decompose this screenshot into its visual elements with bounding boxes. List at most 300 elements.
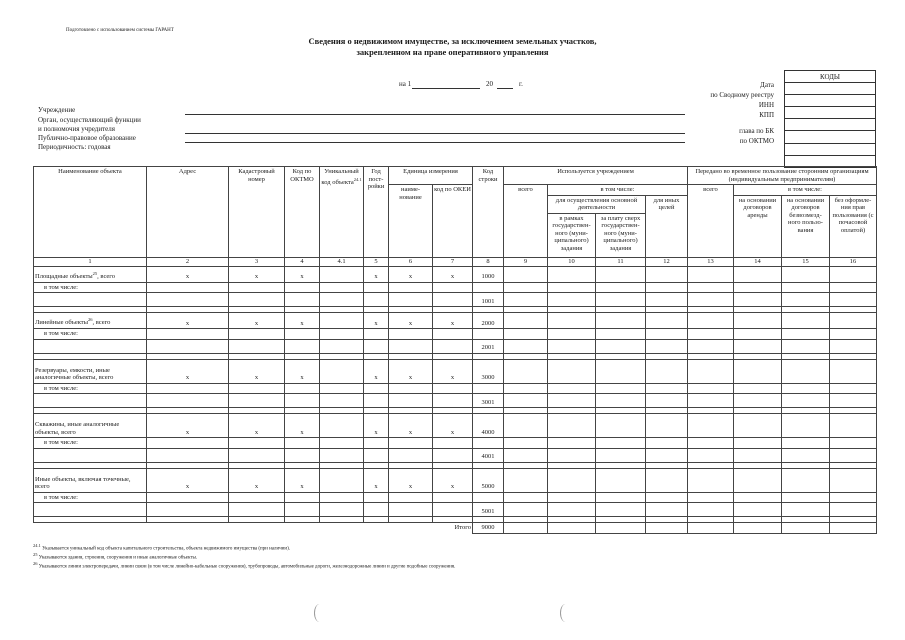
value-cell[interactable]	[830, 359, 877, 383]
value-cell[interactable]	[548, 293, 596, 307]
value-cell[interactable]	[646, 313, 688, 329]
value-cell[interactable]	[830, 448, 877, 462]
column-number: 7	[433, 257, 473, 266]
detail-cell[interactable]	[147, 448, 229, 462]
th-name: Наименование объекта	[34, 167, 147, 258]
detail-cell[interactable]	[285, 503, 320, 517]
detail-cell[interactable]	[147, 492, 229, 503]
detail-cell[interactable]	[364, 492, 389, 503]
value-cell[interactable]	[782, 293, 830, 307]
sub-row-code: 4001	[473, 448, 504, 462]
field-founder-line[interactable]	[185, 125, 685, 134]
value-cell[interactable]	[782, 282, 830, 293]
column-number: 13	[688, 257, 734, 266]
value-cell[interactable]	[548, 503, 596, 517]
detail-cell[interactable]	[389, 383, 433, 394]
detail-cell[interactable]	[285, 448, 320, 462]
total-cell[interactable]	[734, 523, 782, 534]
value-cell[interactable]	[688, 359, 734, 383]
value-cell[interactable]	[688, 383, 734, 394]
value-cell[interactable]	[830, 339, 877, 353]
detail-cell[interactable]	[389, 448, 433, 462]
value-cell[interactable]	[782, 359, 830, 383]
value-cell[interactable]	[646, 438, 688, 449]
value-cell[interactable]	[830, 266, 877, 282]
value-cell[interactable]	[646, 383, 688, 394]
including-label: в том числе:	[34, 492, 147, 503]
footnote-3-text: Указываются линии электропередачи, линии связи (в том числе линейно-кабельные сооружения), трубопроводы, автомобильные дороги, железнодорожные линии и другие подобные сооружения.	[38, 564, 456, 570]
detail-cell[interactable]	[389, 503, 433, 517]
group-name: Скважины, иные аналогичные объекты, всего	[35, 421, 120, 436]
value-cell[interactable]	[782, 468, 830, 492]
x-mark-cell: x	[389, 266, 433, 282]
code-label-registry: по Сводному реестру	[710, 91, 774, 99]
value-cell[interactable]	[596, 293, 646, 307]
x-mark-cell: x	[229, 468, 285, 492]
value-cell[interactable]	[734, 448, 782, 462]
value-cell[interactable]	[646, 339, 688, 353]
code-inn-cell[interactable]	[785, 107, 876, 119]
value-cell[interactable]	[734, 313, 782, 329]
detail-cell[interactable]	[229, 448, 285, 462]
value-cell[interactable]	[504, 339, 548, 353]
value-cell[interactable]	[782, 266, 830, 282]
value-cell[interactable]	[830, 438, 877, 449]
detail-cell[interactable]	[320, 329, 364, 340]
group-name: Площадные объекты	[35, 273, 93, 280]
value-cell[interactable]	[734, 359, 782, 383]
value-cell[interactable]	[596, 313, 646, 329]
value-cell[interactable]	[646, 468, 688, 492]
value-cell[interactable]	[548, 329, 596, 340]
value-cell[interactable]	[688, 313, 734, 329]
value-cell[interactable]	[734, 438, 782, 449]
value-cell[interactable]	[596, 339, 646, 353]
date-suffix: г.	[519, 80, 523, 88]
value-cell[interactable]	[830, 414, 877, 438]
detail-cell[interactable]	[147, 394, 229, 408]
column-number: 9	[504, 257, 548, 266]
detail-cell[interactable]	[147, 293, 229, 307]
th-no-docs: без оформле- ния прав пользования (с почасовой оплатой)	[830, 195, 877, 257]
unique-code-cell[interactable]	[320, 266, 364, 282]
x-mark-cell: x	[389, 359, 433, 383]
value-cell[interactable]	[548, 492, 596, 503]
value-cell[interactable]	[504, 266, 548, 282]
value-cell[interactable]	[688, 329, 734, 340]
detail-cell[interactable]	[433, 282, 473, 293]
column-number: 15	[782, 257, 830, 266]
value-cell[interactable]	[688, 339, 734, 353]
group-name-sup: 26	[88, 317, 93, 323]
value-cell[interactable]	[830, 282, 877, 293]
detail-cell[interactable]	[433, 492, 473, 503]
value-cell[interactable]	[646, 266, 688, 282]
detail-cell[interactable]	[229, 383, 285, 394]
footnote-2-mark: 25	[33, 552, 38, 557]
column-number: 3	[229, 257, 285, 266]
group-total-row	[34, 359, 877, 383]
unique-code-cell[interactable]	[320, 414, 364, 438]
field-institution-line[interactable]	[185, 106, 685, 115]
property-table	[33, 166, 877, 534]
value-cell[interactable]	[734, 468, 782, 492]
th-unique-text: Уникальный код объекта	[321, 168, 359, 186]
group-name-suffix: , всего	[97, 273, 116, 280]
detail-cell[interactable]	[320, 282, 364, 293]
th-free: на основании договоров безвозмезд- ного пользо- вания	[782, 195, 830, 257]
x-mark-cell: x	[229, 414, 285, 438]
date-year-field[interactable]	[497, 80, 513, 89]
detail-cell[interactable]	[285, 492, 320, 503]
code-oktmo-cell[interactable]	[785, 144, 876, 156]
detail-cell[interactable]	[389, 293, 433, 307]
value-cell[interactable]	[504, 359, 548, 383]
value-cell[interactable]	[504, 293, 548, 307]
value-cell[interactable]	[504, 414, 548, 438]
scan-mark-left	[314, 604, 325, 622]
value-cell[interactable]	[688, 503, 734, 517]
total-cell[interactable]	[548, 523, 596, 534]
code-date-cell[interactable]	[785, 83, 876, 95]
value-cell[interactable]	[688, 293, 734, 307]
th-year: Год пост- ройки	[364, 167, 389, 258]
value-cell[interactable]	[504, 448, 548, 462]
value-cell[interactable]	[734, 293, 782, 307]
detail-cell[interactable]	[389, 339, 433, 353]
detail-cell[interactable]	[147, 329, 229, 340]
th-over-task: за плату сверх государствен- ного (муни- ципального) задания	[596, 213, 646, 257]
unique-code-cell[interactable]	[320, 359, 364, 383]
detail-cell[interactable]	[34, 394, 147, 408]
value-cell[interactable]	[548, 383, 596, 394]
value-cell[interactable]	[596, 329, 646, 340]
value-cell[interactable]	[830, 394, 877, 408]
form-title-line1: Сведения о недвижимом имуществе, за исключением земельных участков,	[308, 36, 597, 46]
value-cell[interactable]	[830, 468, 877, 492]
value-cell[interactable]	[782, 394, 830, 408]
x-mark-cell: x	[433, 414, 473, 438]
detail-cell[interactable]	[320, 339, 364, 353]
unique-code-cell[interactable]	[320, 313, 364, 329]
value-cell[interactable]	[688, 266, 734, 282]
x-mark-cell: x	[364, 266, 389, 282]
value-cell[interactable]	[782, 492, 830, 503]
value-cell[interactable]	[504, 468, 548, 492]
detail-cell[interactable]	[34, 339, 147, 353]
value-cell[interactable]	[734, 394, 782, 408]
detail-cell[interactable]	[364, 293, 389, 307]
detail-cell[interactable]	[364, 339, 389, 353]
value-cell[interactable]	[734, 266, 782, 282]
x-mark-cell: x	[389, 414, 433, 438]
value-cell[interactable]	[596, 503, 646, 517]
x-mark-cell: x	[285, 359, 320, 383]
value-cell[interactable]	[734, 339, 782, 353]
detail-cell[interactable]	[364, 448, 389, 462]
detail-cell[interactable]	[433, 383, 473, 394]
value-cell[interactable]	[596, 394, 646, 408]
x-mark-cell: x	[433, 313, 473, 329]
row-code: 4000	[473, 414, 504, 438]
value-cell[interactable]	[548, 448, 596, 462]
detail-cell[interactable]	[229, 438, 285, 449]
value-cell[interactable]	[504, 394, 548, 408]
value-cell[interactable]	[504, 438, 548, 449]
value-cell[interactable]	[688, 438, 734, 449]
value-cell[interactable]	[646, 414, 688, 438]
detail-cell[interactable]	[433, 448, 473, 462]
value-cell[interactable]	[734, 282, 782, 293]
column-number: 2	[147, 257, 229, 266]
date-prefix: на 1	[399, 80, 412, 88]
scan-mark-right	[560, 604, 571, 622]
detail-cell[interactable]	[229, 293, 285, 307]
detail-cell[interactable]	[285, 394, 320, 408]
detail-cell[interactable]	[147, 339, 229, 353]
value-cell[interactable]	[734, 383, 782, 394]
field-founder-label-1: Орган, осуществляющий функции	[38, 116, 141, 124]
value-cell[interactable]	[596, 266, 646, 282]
detail-cell[interactable]	[34, 293, 147, 307]
value-cell[interactable]	[548, 266, 596, 282]
value-cell[interactable]	[782, 448, 830, 462]
group-including-row	[34, 438, 877, 449]
detail-cell[interactable]	[229, 282, 285, 293]
value-cell[interactable]	[782, 329, 830, 340]
x-mark-cell: x	[364, 468, 389, 492]
detail-cell[interactable]	[229, 394, 285, 408]
detail-cell[interactable]	[364, 329, 389, 340]
detail-cell[interactable]	[433, 329, 473, 340]
value-cell[interactable]	[504, 313, 548, 329]
detail-cell[interactable]	[364, 394, 389, 408]
value-cell[interactable]	[782, 503, 830, 517]
th-transferred: Передано во временное пользование сторонним организациям (индивидуальным предпринимателям)	[688, 167, 877, 185]
x-mark-cell: x	[433, 266, 473, 282]
column-number: 14	[734, 257, 782, 266]
detail-cell[interactable]	[320, 438, 364, 449]
unique-code-cell[interactable]	[320, 468, 364, 492]
value-cell[interactable]	[596, 438, 646, 449]
value-cell[interactable]	[646, 282, 688, 293]
detail-cell[interactable]	[320, 394, 364, 408]
total-cell[interactable]	[504, 523, 548, 534]
detail-cell[interactable]	[389, 282, 433, 293]
total-cell[interactable]	[688, 523, 734, 534]
detail-cell[interactable]	[320, 293, 364, 307]
value-cell[interactable]	[548, 394, 596, 408]
x-mark-cell: x	[285, 266, 320, 282]
detail-cell[interactable]	[147, 282, 229, 293]
detail-cell[interactable]	[433, 394, 473, 408]
value-cell[interactable]	[830, 293, 877, 307]
group-total-row	[34, 414, 877, 438]
value-cell[interactable]	[734, 329, 782, 340]
value-cell[interactable]	[688, 492, 734, 503]
detail-cell[interactable]	[285, 282, 320, 293]
code-kpp-cell[interactable]	[785, 119, 876, 131]
th-oktmo: Код по ОКТМО	[285, 167, 320, 258]
value-cell[interactable]	[596, 492, 646, 503]
detail-cell[interactable]	[229, 492, 285, 503]
date-year-prefix: 20	[486, 80, 493, 88]
value-cell[interactable]	[548, 438, 596, 449]
detail-cell[interactable]	[147, 503, 229, 517]
detail-cell[interactable]	[147, 383, 229, 394]
detail-cell[interactable]	[285, 293, 320, 307]
th-used-total: всего	[504, 185, 548, 258]
detail-cell[interactable]	[285, 438, 320, 449]
x-mark-cell: x	[364, 359, 389, 383]
group-name-cell	[34, 313, 147, 329]
detail-cell[interactable]	[34, 448, 147, 462]
detail-cell[interactable]	[229, 329, 285, 340]
value-cell[interactable]	[646, 359, 688, 383]
value-cell[interactable]	[782, 438, 830, 449]
detail-cell[interactable]	[389, 329, 433, 340]
date-day-month-field[interactable]	[412, 80, 480, 89]
th-unique	[320, 167, 364, 258]
value-cell[interactable]	[548, 282, 596, 293]
value-cell[interactable]	[504, 503, 548, 517]
x-mark-cell: x	[229, 359, 285, 383]
value-cell[interactable]	[548, 339, 596, 353]
value-cell[interactable]	[782, 339, 830, 353]
value-cell[interactable]	[596, 383, 646, 394]
value-cell[interactable]	[688, 394, 734, 408]
value-cell[interactable]	[596, 468, 646, 492]
detail-cell[interactable]	[34, 503, 147, 517]
value-cell[interactable]	[734, 414, 782, 438]
value-cell[interactable]	[646, 492, 688, 503]
value-cell[interactable]	[596, 359, 646, 383]
value-cell[interactable]	[782, 313, 830, 329]
detail-cell[interactable]	[433, 339, 473, 353]
value-cell[interactable]	[830, 492, 877, 503]
group-including-row	[34, 282, 877, 293]
group-sub-row	[34, 339, 877, 353]
column-numbers-row	[34, 257, 877, 266]
value-cell[interactable]	[646, 394, 688, 408]
value-cell[interactable]	[646, 329, 688, 340]
form-title-line2: закрепленном на праве оперативного управления	[356, 47, 549, 57]
value-cell[interactable]	[734, 492, 782, 503]
group-name-cell	[34, 414, 147, 438]
codes-box	[784, 70, 876, 168]
group-sub-row	[34, 293, 877, 307]
value-cell[interactable]	[596, 282, 646, 293]
value-cell[interactable]	[830, 383, 877, 394]
detail-cell[interactable]	[433, 293, 473, 307]
detail-cell[interactable]	[364, 282, 389, 293]
value-cell[interactable]	[504, 329, 548, 340]
total-cell[interactable]	[782, 523, 830, 534]
detail-cell[interactable]	[364, 383, 389, 394]
total-cell[interactable]	[646, 523, 688, 534]
value-cell[interactable]	[830, 503, 877, 517]
detail-cell[interactable]	[433, 438, 473, 449]
field-public-entity-line[interactable]	[185, 134, 685, 143]
detail-cell[interactable]	[433, 503, 473, 517]
detail-cell[interactable]	[229, 339, 285, 353]
value-cell[interactable]	[734, 503, 782, 517]
total-row	[34, 523, 877, 534]
column-number: 10	[548, 257, 596, 266]
value-cell[interactable]	[548, 414, 596, 438]
value-cell[interactable]	[830, 313, 877, 329]
group-including-row	[34, 329, 877, 340]
group-name-cell	[34, 359, 147, 383]
value-cell[interactable]	[504, 383, 548, 394]
value-cell[interactable]	[782, 414, 830, 438]
detail-cell[interactable]	[147, 438, 229, 449]
detail-cell[interactable]	[285, 329, 320, 340]
detail-cell[interactable]	[285, 383, 320, 394]
detail-cell[interactable]	[389, 394, 433, 408]
x-mark-cell: x	[147, 359, 229, 383]
detail-cell[interactable]	[364, 503, 389, 517]
value-cell[interactable]	[646, 448, 688, 462]
detail-cell[interactable]	[389, 438, 433, 449]
x-mark-cell: x	[229, 266, 285, 282]
value-cell[interactable]	[548, 359, 596, 383]
value-cell[interactable]	[548, 468, 596, 492]
detail-cell[interactable]	[320, 503, 364, 517]
total-cell[interactable]	[830, 523, 877, 534]
value-cell[interactable]	[830, 329, 877, 340]
detail-cell[interactable]	[229, 503, 285, 517]
detail-cell[interactable]	[364, 438, 389, 449]
value-cell[interactable]	[688, 448, 734, 462]
detail-cell[interactable]	[320, 448, 364, 462]
total-code: 9000	[473, 523, 504, 534]
code-bk-cell[interactable]	[785, 131, 876, 144]
column-number: 16	[830, 257, 877, 266]
including-label: в том числе:	[34, 438, 147, 449]
value-cell[interactable]	[688, 468, 734, 492]
group-name-cell	[34, 266, 147, 282]
code-registry-cell[interactable]	[785, 95, 876, 107]
detail-cell[interactable]	[285, 339, 320, 353]
value-cell[interactable]	[646, 503, 688, 517]
row-code-blank	[473, 438, 504, 449]
group-name-suffix: , всего	[92, 319, 111, 327]
value-cell[interactable]	[646, 293, 688, 307]
footnote-2-text: Указываются здания, строения, сооружения и иные аналогичные объекты.	[38, 555, 198, 561]
row-code: 3000	[473, 359, 504, 383]
value-cell[interactable]	[548, 313, 596, 329]
value-cell[interactable]	[596, 448, 646, 462]
value-cell[interactable]	[782, 383, 830, 394]
value-cell[interactable]	[688, 414, 734, 438]
sub-row-code: 5001	[473, 503, 504, 517]
field-public-entity-label: Публично-правовое образование	[38, 134, 136, 142]
detail-cell[interactable]	[320, 383, 364, 394]
th-lease: на основании договоров аренды	[734, 195, 782, 257]
total-cell[interactable]	[596, 523, 646, 534]
value-cell[interactable]	[504, 282, 548, 293]
value-cell[interactable]	[504, 492, 548, 503]
x-mark-cell: x	[147, 266, 229, 282]
group-name-cell	[34, 468, 147, 492]
code-label-oktmo: по ОКТМО	[739, 137, 774, 145]
footnote-3-mark: 26	[33, 561, 38, 566]
detail-cell[interactable]	[320, 492, 364, 503]
value-cell[interactable]	[596, 414, 646, 438]
detail-cell[interactable]	[389, 492, 433, 503]
value-cell[interactable]	[688, 282, 734, 293]
